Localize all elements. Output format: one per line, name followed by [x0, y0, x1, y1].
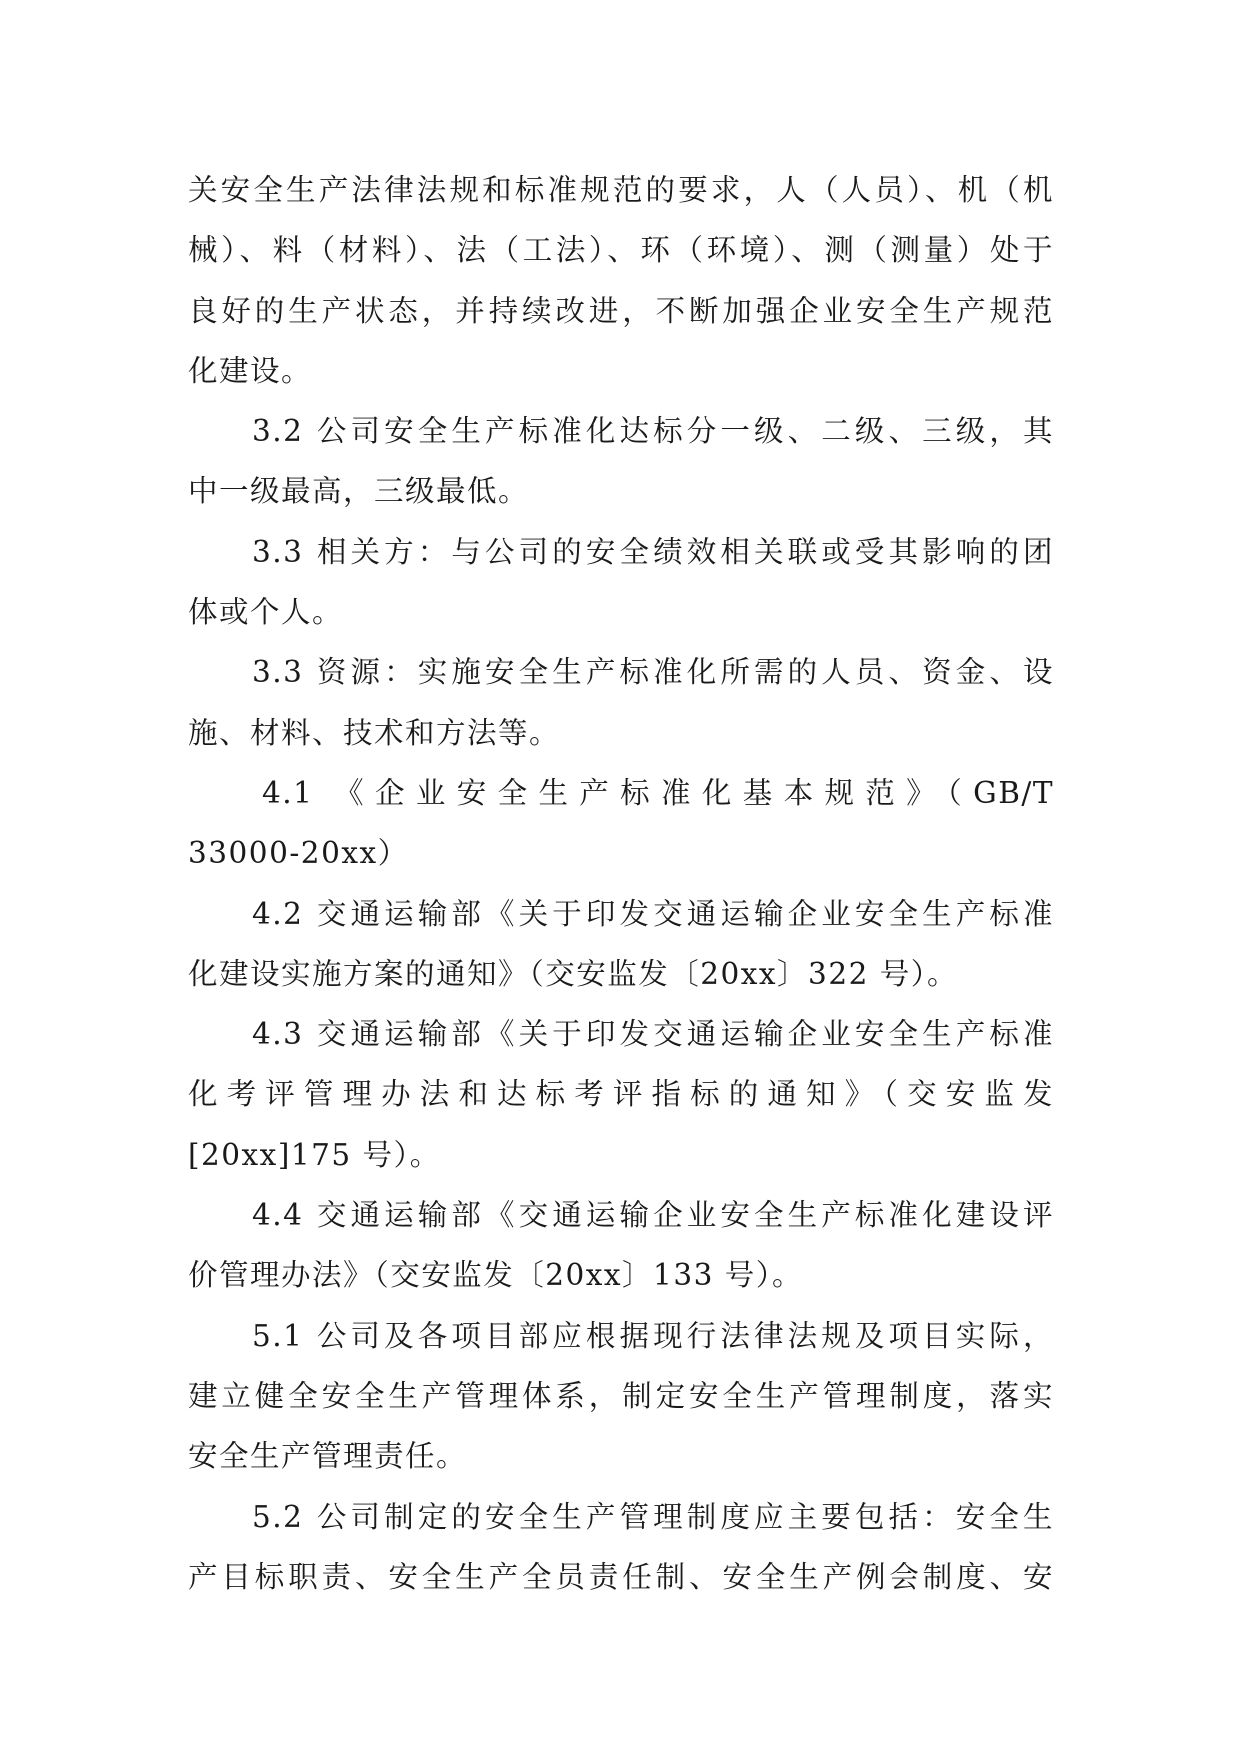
document-body	[188, 160, 1054, 1607]
paragraph-4-2	[188, 884, 1054, 1005]
paragraph-safety-requirements	[188, 160, 1054, 401]
paragraph-5-1	[188, 1306, 1054, 1487]
text-line: 施、材料、技术和方法等。	[188, 715, 561, 750]
text-line: 良好的生产状态，并持续改进，不断加强企业安全生产规范	[188, 293, 1054, 328]
text-line: 4.2 交通运输部《关于印发交通运输企业安全生产标准	[252, 896, 1054, 931]
paragraph-4-3	[188, 1004, 1054, 1185]
text-line: 4.4 交通运输部《交通运输企业安全生产标准化建设评	[252, 1198, 1054, 1233]
text-line: 化建设实施方案的通知》（交安监发〔20xx〕322 号）。	[188, 956, 958, 991]
text-line: 价管理办法》（交安监发〔20xx〕133 号）。	[188, 1258, 803, 1293]
text-line: 5.2 公司制定的安全生产管理制度应主要包括：安全生	[252, 1499, 1054, 1534]
text-line: 安全生产管理责任。	[188, 1439, 468, 1474]
text-line: 4.3 交通运输部《关于印发交通运输企业安全生产标准	[252, 1017, 1054, 1052]
paragraph-3-3-related-parties	[188, 522, 1054, 643]
paragraph-4-1	[188, 763, 1054, 884]
text-line: 3.3 资源：实施安全生产标准化所需的人员、资金、设	[252, 655, 1054, 690]
text-line: 3.2 公司安全生产标准化达标分一级、二级、三级，其	[252, 414, 1054, 449]
paragraph-4-4	[188, 1185, 1054, 1306]
text-line: 产目标职责、安全生产全员责任制、安全生产例会制度、安	[188, 1559, 1054, 1594]
text-line: 4.1 《企业安全生产标准化基本规范》（GB/T	[262, 775, 1054, 810]
text-line: 建立健全安全生产管理体系，制定安全生产管理制度，落实	[188, 1378, 1054, 1413]
paragraph-5-2	[188, 1487, 1054, 1608]
text-line: 5.1 公司及各项目部应根据现行法律法规及项目实际，	[252, 1318, 1054, 1353]
paragraph-3-3-resources	[188, 642, 1054, 763]
text-line: 化考评管理办法和达标考评指标的通知》（交安监发	[188, 1077, 1054, 1112]
text-line: 33000-20xx）	[188, 836, 409, 871]
text-line: [20xx]175 号）。	[188, 1137, 441, 1172]
text-line: 关安全生产法律法规和标准规范的要求，人（人员）、机（机	[188, 173, 1054, 207]
text-line: 中一级最高，三级最低。	[188, 474, 530, 509]
text-line: 械）、料（材料）、法（工法）、环（环境）、测（测量）处于	[188, 233, 1054, 268]
paragraph-3-2	[188, 401, 1054, 522]
text-line: 化建设。	[188, 353, 313, 388]
text-line: 3.3 相关方：与公司的安全绩效相关联或受其影响的团	[252, 534, 1054, 569]
text-line: 体或个人。	[188, 595, 344, 630]
